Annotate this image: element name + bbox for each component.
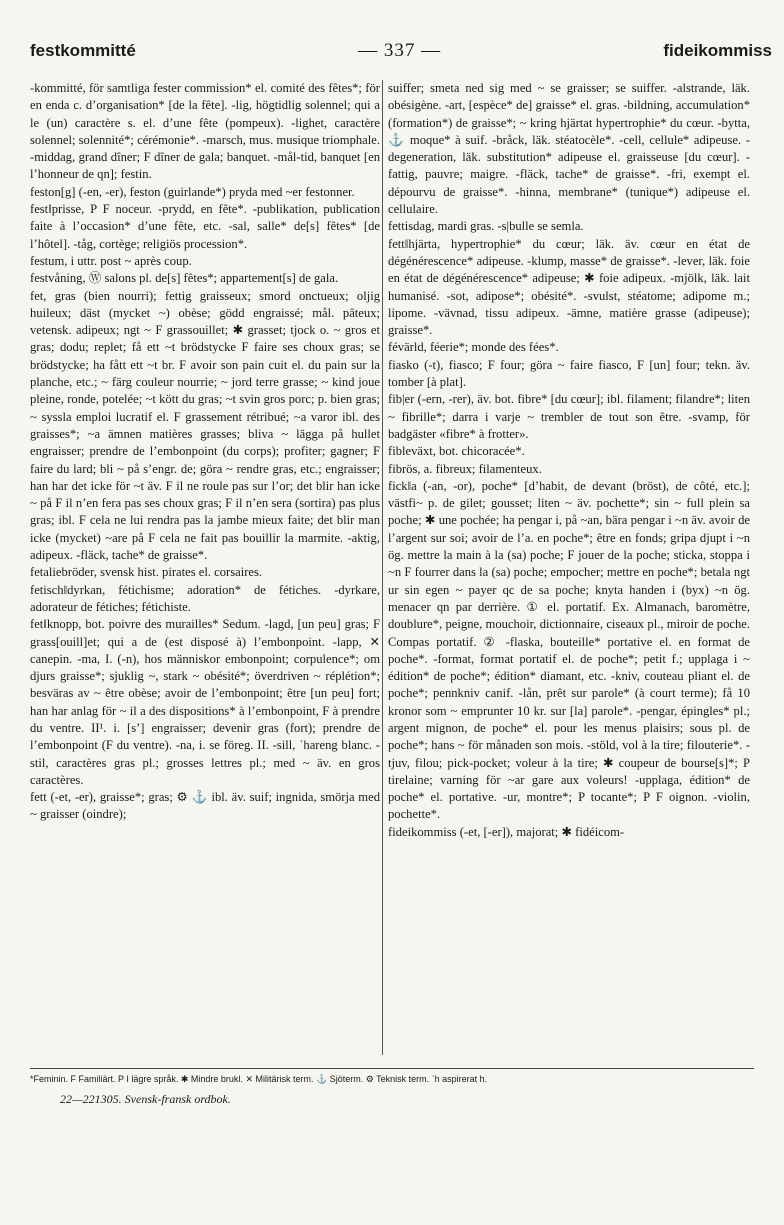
left-column <box>30 80 380 1060</box>
dictionary-entry: fetaliebröder, svensk hist. pirates el. corsaires. <box>30 565 263 580</box>
dictionary-entry: fet‖knopp, bot. poivre des murailles* Sedum. -lagd, [un peu] gras; F grass[ouill]et; qui a de (est disposé à) l’embonpoint. -lapp, ✕ canepin. -ma, I. (-n), hos människor embonpoint; corpulence*; om djurs graisse*; sjuklig ~, stark ~ obésité*; överdriven ~ réplétion*; besväras av ~ être obèse; avoir de l’embonpoint; être [un peu] fort; han har anlag för ~ il a des dispositions* à l’embonpoint, F à prendre du ventre. II¹. i. [s’] engraisser; devenir gras (fort); prendre de l’embonpoint (F du ventre). -na, i. se föreg. II. -sill, ʿhareng blanc. -stil, caractères gras pl.; grosses lettres pl.; med ~ äv. en gros caractères. <box>30 617 380 787</box>
dictionary-entry: févärld, féerie*; monde des fées*. <box>388 340 559 355</box>
dictionary-entry: fideikommiss (-et, [-er]), majorat; ✱ fidéicom- <box>388 824 625 839</box>
dictionary-entry: fib|er (-ern, -rer), äv. bot. fibre* [du cœur]; ibl. filament; filandre*; liten ~ fibrille*; darra i varje ~ trembler de tout son être. -svamp, för badgäster «fibre* à frotter». <box>388 392 750 441</box>
dictionary-entry: fett‖hjärta, hypertrophie* du cœur; läk. äv. cœur en état de dégénérescence* adipeuse. -klump, masse* de graisse*. -lever, läk. foie en état de dégénérescence* adipeuse; ✱ foie adipeux. -mjölk, läk. lait humanisé. -sot, adipose*; obésité*. -svulst, stéatome; adipome m.; lipome. -vävnad, tissu adipeux. -ämne, matière grasse (adipeuse); graisse*. <box>388 236 750 338</box>
dictionary-entry: suiffer; smeta ned sig med ~ se graisser; se suiffer. -alstrande, läk. obésigène. -art, [espèce* de] graisse* el. gras. -bildning, accumulation* (formation*) de graisse*; ~ kring hjärtat hypertrophie* du cœur. -bytta, ⚓ moque* à suif. -bråck, läk. stéatocèle*. -cell, cellule* adipeuse. -degeneration, läk. substitution* adipeuse el. graisseuse [du cœur]. -fattig, pauvre; maigre. -fläck, tache* de graisse*. -fri, exempt el. dépourvu de graisse*. -hinna, membrane* (tunique*) adipeuse el. cellulaire. <box>388 81 750 217</box>
dictionary-entry: fest‖prisse, P F noceur. -prydd, en fête*. -publikation, publication faite à l’occasion* d’une fête, etc. -sal, salle* de[s] fêtes* [de l’hôtel]. -tåg, cortège; religiös procession*. <box>30 202 380 251</box>
page-header <box>30 40 772 68</box>
page-number: — 337 — <box>358 40 442 61</box>
dictionary-entry: fiasko (-t), fiasco; F four; göra ~ faire fiasco, F [un] four; tekn. äv. tomber [à plat]. <box>388 357 750 390</box>
dictionary-entry: fibleväxt, bot. chicoracée*. <box>388 444 525 459</box>
footer-divider <box>30 1068 754 1069</box>
abbreviation-legend: *Feminin. F Familiärt. P I lägre språk. ✱ Mindre brukl. ✕ Militärisk term. ⚓ Sjöterm. ⚙ Teknisk term. ʿh aspirerat h. <box>30 1074 488 1084</box>
dictionary-entry: festum, i uttr. post ~ après coup. <box>30 253 192 268</box>
right-column <box>388 80 750 1060</box>
dictionary-entry: festvåning, Ⓦ salons pl. de[s] fêtes*; appartement[s] de gala. <box>30 271 339 286</box>
dictionary-entry: -kommitté, för samtliga fester commission* el. comité des fêtes*; för en enda c. d’organisation* [de la fête]. -lig, högtidlig solennel; qui a le (un) caractère s. el. d’une fête (pompeux). -lighet, caractère solennel; solennité*; cérémonie*. -marsch, mus. musique triomphale. -middag, grand dîner; F dîner de gala; banquet. -mål-tid, banquet [en l’honneur de qn]; festin. <box>30 81 380 182</box>
right-running-headword: fideikommiss <box>663 41 772 60</box>
dictionary-entry: fet, gras (bien nourri); fettig graisseux; smord onctueux; oljig huileux; däst (mycket ~) obèse; gödd engraissé; mål. pâteux; vetensk. adipeux; ngt ~ F grassouillet; ✱ grasset; tjock o. ~ gros et gras; dodu; replet; få ett ~t brödstycke F faire ses choux gras; se brödstycke; ha fått ett ~t br. F avoir son pain cuit el. du pain sur la planche, etc.; ~ färg couleur nourrie; ~ jord terre grasse; ~ kind joue pleine, ronde, potelée; ~t kött du gras; ~t svin gros porc; p. bien gras; ~ syssla emploi lucratif el. F grassement rétribué; ~a varor ibl. des graisses*; ~a ämnen matières grasses; bliva ~ lägga på hullet engraisser; prendre de l’embonpoint (du corps); profiter; gagner; F faire du lard; bli ~ på s’engr. de; göra ~ rendre gras, etc.; engraisser; han har det icke för ~t äv. F il ne roule pas sur l’or; det blir han icke ~ på F il n’en fera pas ses choux gras; F il n’en sera (sortira) pas plus gras; ibl. F cela ne lui rendra pas la jambe mieux faite; det blir man icke (mycket) ~are på F cela ne fait pas bouillir la marmite. -aktig, adipeux. -fläck, tache* de graisse*. <box>30 288 380 563</box>
dictionary-entry: fett (-et, -er), graisse*; gras; ⚙ ⚓ ibl. äv. suif; ingnida, smörja med ~ graisser (oindre); <box>30 790 380 822</box>
dictionary-entry: fettisdag, mardi gras. -s|bulle se semla. <box>388 219 584 234</box>
left-running-headword: festkommitté <box>30 41 136 60</box>
dictionary-entry: fibrös, a. fibreux; filamenteux. <box>388 461 542 476</box>
dictionary-entry: fetisch‖dyrkan, fétichisme; adoration* de fétiches. -dyrkare, adorateur de fétiches; fétichiste. <box>30 582 380 614</box>
dictionary-entry: fick‖a (-an, -or), poche* [d’habit, de devant (bröst), de côté, etc.]; västfi~ p. de gilet; gousset; liten ~ äv. pochette*; sin ~ full plein sa poche; ✱ une pochée; ha pengar i, på ~an, bära pengar i ~n äv. avoir de l’argent sur soi; avoir de l’a. en poche*; être en fonds; gripa djupt i ~n ög. mettre la main à la (sa) poche; F jouer de la poche; sticka, stoppa i ~n F fourrer dans la (sa) poche; empocher; mettre en poche*; betala ngt ur sin egen ~ payer qc de sa poche; knyta handen i (byx) ~n ög. menacer qn par derrière. ① el. portatif. Ex. Almanach, baromètre, doublure*, peigne, mouchoir, dictionnaire, ciseaux pl., miroir de poche. Compas portatif. ② -flaska, bouteille* portative el. en format de poche*. -format, format portatif el. de poche*; petit f.; upplaga i ~ édition* de poche*; édition* diamant, etc. -kniv, couteau pliant el. de poche*; pennkniv canif. -lån, prêt sur parole* (à court terme); få 10 kronor som ~ emprunter 10 kr. sur [la] parole*. -pengar, épingles* pl.; argent mignon, de poche* el. pour les menus plaisirs; sous pl. de poche*; hans ~ för månaden son mois. -stöld, vol à la tire; filouterie*. -tjuv, filou; pick-pocket; voleur à la tire; ✱ coupeur de bourse[s]*; P tirelaine; varning för ~ar gare aux voleurs! -upplaga, édition* de poche* el. portative. -ur, montre*; P tocante*; P F oignon. -violin, pochette*. <box>388 478 750 822</box>
printer-signature: 22—221305. Svensk-fransk ordbok. <box>60 1092 231 1106</box>
dictionary-entry: feston[g] (-en, -er), feston (guirlande*) pryda med ~er festonner. <box>30 184 355 199</box>
column-divider <box>382 80 383 1055</box>
